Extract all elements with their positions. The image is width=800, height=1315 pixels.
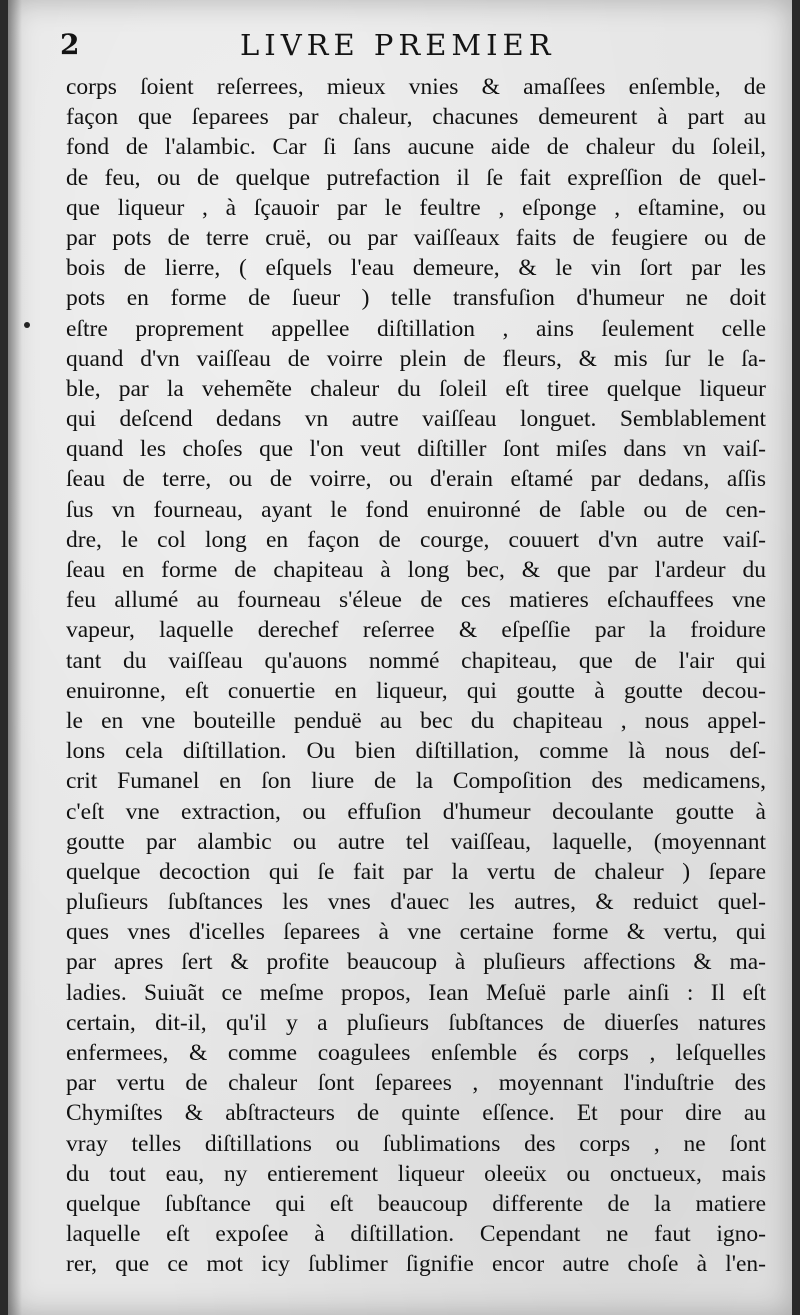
text-line: c'eſt vne extraction, ou effuſion d'humeur decoulante goutte à [66,798,766,825]
text-line: ſeau en forme de chapiteau à long bec, & que par l'ardeur du [66,557,766,583]
margin-ink-dot [24,322,30,328]
text-line: bois de lierre, ( eſquels l'eau demeure, & le vin ſort par les [66,255,766,282]
text-line: quand les choſes que l'on veut diſtiller ſont miſes dans vn vaiſ- [66,436,766,463]
text-line: goutte par alambic ou autre tel vaiſſeau, laquelle, (moyennant [66,828,766,855]
text-line: rer, que ce mot icy ſublimer ſignifie encor autre choſe à l'en- [66,1251,766,1278]
running-head [60,24,760,64]
text-line: crit Fumanel en ſon liure de la Compoſition des medicamens, [66,768,766,795]
text-line: le en vne bouteille penduë au bec du chapiteau , nous appel- [66,707,766,734]
text-line: quelque decoction qui ſe fait par la vertu de chaleur ) ſepare [66,858,766,885]
text-line: qui deſcend dedans vn autre vaiſſeau longuet. Semblablement [66,406,766,433]
text-line: lons cela diſtillation. Ou bien diſtillation, comme là nous deſ- [66,738,766,765]
text-line: enuironne, eſt conuertie en liqueur, qui goutte à goutte decou- [66,677,766,704]
text-line: quelque ſubſtance qui eſt beaucoup differente de la matiere [66,1190,766,1217]
text-line: quand d'vn vaiſſeau de voirre plein de fleurs, & mis ſur le ſa- [66,345,766,372]
running-head-title: LIVRE PREMIER [240,28,556,62]
text-line: feu allumé au fourneau s'éleue de ces matieres eſchauffees vne [66,587,766,614]
text-line: fond de l'alambic. Car ſi ſans aucune aide de chaleur du ſoleil, [66,134,766,161]
text-line: par vertu de chaleur ſont ſeparees , moyennant l'induſtrie des [66,1070,766,1097]
text-line: enfermees, & comme coagulees enſemble és corps , leſquelles [66,1040,766,1066]
text-line: vapeur, laquelle derechef reſerree & eſpeſſie par la froidure [66,617,766,644]
text-line: ſus vn fourneau, ayant le fond enuironné de ſable ou de cen- [66,496,766,523]
text-line: pots en forme de ſueur ) telle transfuſion d'humeur ne doit [66,285,766,312]
text-line: du tout eau, ny entierement liqueur oleeüx ou onctueux, mais [66,1160,766,1187]
text-line: pluſieurs ſubſtances les vnes d'auec les autres, & reduict quel- [66,889,766,916]
text-line: eſtre proprement appellee diſtillation , ains ſeulement celle [66,315,766,342]
text-line: ſeau de terre, ou de voirre, ou d'erain eſtamé par dedans, aſſis [66,466,766,493]
text-line: par pots de terre cruë, ou par vaiſſeaux faits de feugiere ou de [66,224,766,251]
text-line: laquelle eſt expoſee à diſtillation. Cependant ne faut igno- [66,1221,766,1248]
text-line: corps ſoient reſerrees, mieux vnies & amaſſees enſemble, de [66,74,766,100]
book-page [8,0,792,1315]
text-line: ladies. Suiuãt ce meſme propos, Iean Meſuë parle ainſi : Il eſt [66,979,766,1006]
text-line: que liqueur , à ſçauoir par le feultre , eſponge , eſtamine, ou [66,194,766,221]
body-text [66,72,766,1280]
text-line: Chymiſtes & abſtracteurs de quinte eſſence. Et pour dire au [66,1100,766,1127]
text-line: dre, le col long en façon de courge, couuert d'vn autre vaiſ- [66,526,766,553]
text-line: ques vnes d'icelles ſeparees à vne certaine forme & vertu, qui [66,919,766,946]
text-line: de feu, ou de quelque putrefaction il ſe fait expreſſion de quel- [66,164,766,191]
spine-shadow [8,0,22,1315]
page-number: 2 [60,28,80,61]
text-line: façon que ſeparees par chaleur, chacunes demeurent à part au [66,104,766,131]
text-line: par apres ſert & profite beaucoup à pluſieurs affections & ma- [66,949,766,976]
text-line: ble, par la vehemẽte chaleur du ſoleil eſt tiree quelque liqueur [66,375,766,402]
text-line: tant du vaiſſeau qu'auons nommé chapiteau, que de l'air qui [66,647,766,674]
text-line: certain, dit-il, qu'il y a pluſieurs ſubſtances de diuerſes natures [66,1009,766,1036]
text-line: vray telles diſtillations ou ſublimations des corps , ne ſont [66,1130,766,1157]
